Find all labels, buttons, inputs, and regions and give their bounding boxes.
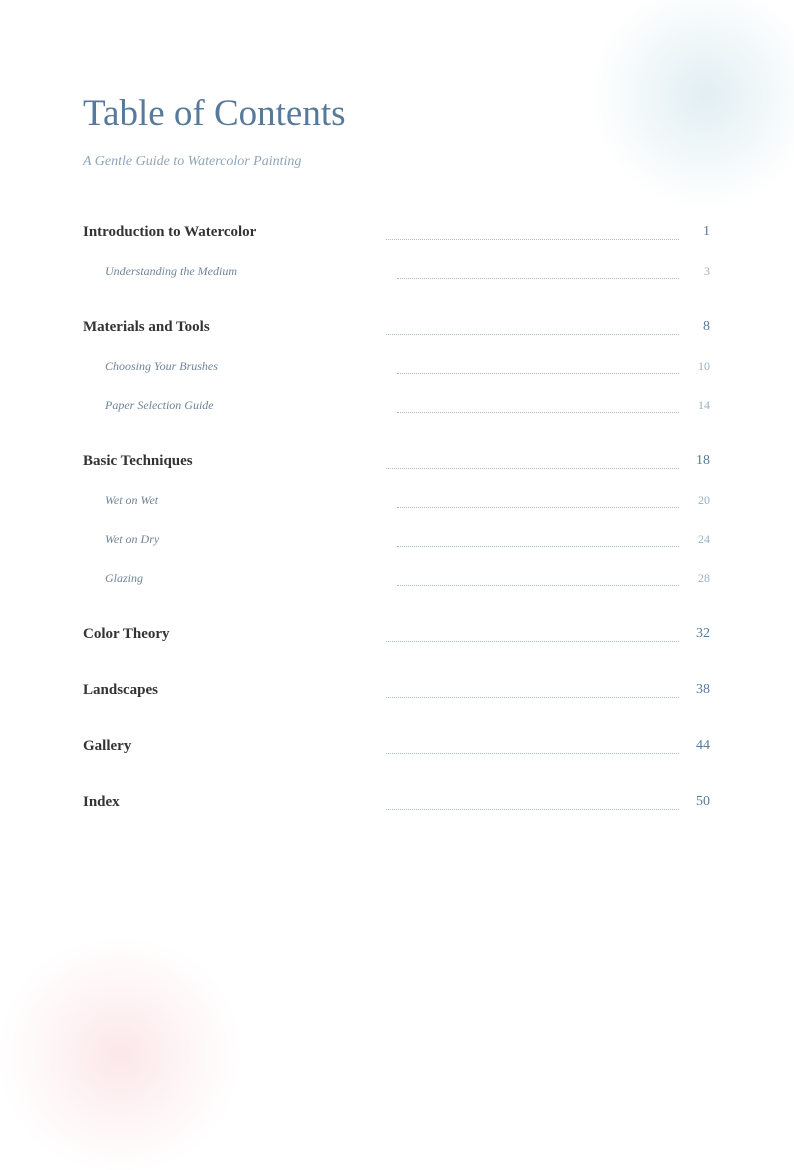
toc-entry-label: Paper Selection Guide <box>105 398 214 412</box>
toc-entry-page-number: 18 <box>696 453 710 468</box>
toc-entry-label: Glazing <box>105 571 144 585</box>
toc-entry-section[interactable] <box>83 676 710 716</box>
toc-entry-label: Basic Techniques <box>83 452 193 469</box>
toc-entry-label: Index <box>83 793 120 810</box>
table-of-contents <box>83 218 710 828</box>
toc-entry-label: Landscapes <box>83 681 159 698</box>
toc-entry-page-number: 32 <box>696 626 710 641</box>
toc-entry-label: Gallery <box>83 737 132 754</box>
toc-entry-section[interactable] <box>83 218 710 258</box>
toc-entry-section[interactable] <box>83 313 710 353</box>
dot-leader <box>386 809 679 810</box>
toc-entry-page-number: 3 <box>704 264 710 278</box>
toc-entry-section[interactable] <box>83 788 710 828</box>
dot-leader <box>386 468 679 469</box>
toc-entry-page-number: 44 <box>696 738 710 753</box>
dot-leader <box>386 753 679 754</box>
dot-leader <box>386 697 679 698</box>
toc-entry-page-number: 24 <box>698 532 710 546</box>
toc-entry-subsection[interactable] <box>83 526 710 565</box>
watercolor-blob-pink <box>0 940 250 1170</box>
dot-leader <box>397 546 679 547</box>
dot-leader <box>386 641 679 642</box>
toc-entry-label: Choosing Your Brushes <box>105 359 218 373</box>
dot-leader <box>397 585 679 586</box>
toc-entry-label: Color Theory <box>83 625 170 642</box>
page-subtitle: A Gentle Guide to Watercolor Painting <box>83 154 302 169</box>
toc-entry-page-number: 38 <box>696 682 710 697</box>
dot-leader <box>397 373 679 374</box>
dot-leader <box>397 507 679 508</box>
toc-entry-label: Wet on Wet <box>105 493 159 507</box>
toc-entry-subsection[interactable] <box>83 487 710 526</box>
toc-entry-section[interactable] <box>83 732 710 772</box>
page-title: Table of Contents <box>83 93 346 134</box>
dot-leader <box>386 334 679 335</box>
toc-entry-label: Introduction to Watercolor <box>83 223 257 240</box>
toc-entry-page-number: 8 <box>703 319 710 334</box>
toc-entry-label: Understanding the Medium <box>105 264 237 278</box>
toc-entry-subsection[interactable] <box>83 565 710 604</box>
toc-entry-page-number: 10 <box>698 359 710 373</box>
toc-entry-section[interactable] <box>83 620 710 660</box>
toc-entry-page-number: 28 <box>698 571 710 585</box>
dot-leader <box>397 278 679 279</box>
dot-leader <box>397 412 679 413</box>
toc-entry-subsection[interactable] <box>83 258 710 297</box>
toc-entry-label: Wet on Dry <box>105 532 160 546</box>
toc-entry-subsection[interactable] <box>83 392 710 431</box>
toc-entry-section[interactable] <box>83 447 710 487</box>
toc-entry-page-number: 20 <box>698 493 710 507</box>
toc-entry-page-number: 14 <box>698 398 710 412</box>
toc-entry-page-number: 1 <box>703 224 710 239</box>
toc-entry-label: Materials and Tools <box>83 318 210 335</box>
dot-leader <box>386 239 679 240</box>
toc-entry-page-number: 50 <box>696 794 710 809</box>
watercolor-blob-blue <box>590 0 794 210</box>
toc-entry-subsection[interactable] <box>83 353 710 392</box>
